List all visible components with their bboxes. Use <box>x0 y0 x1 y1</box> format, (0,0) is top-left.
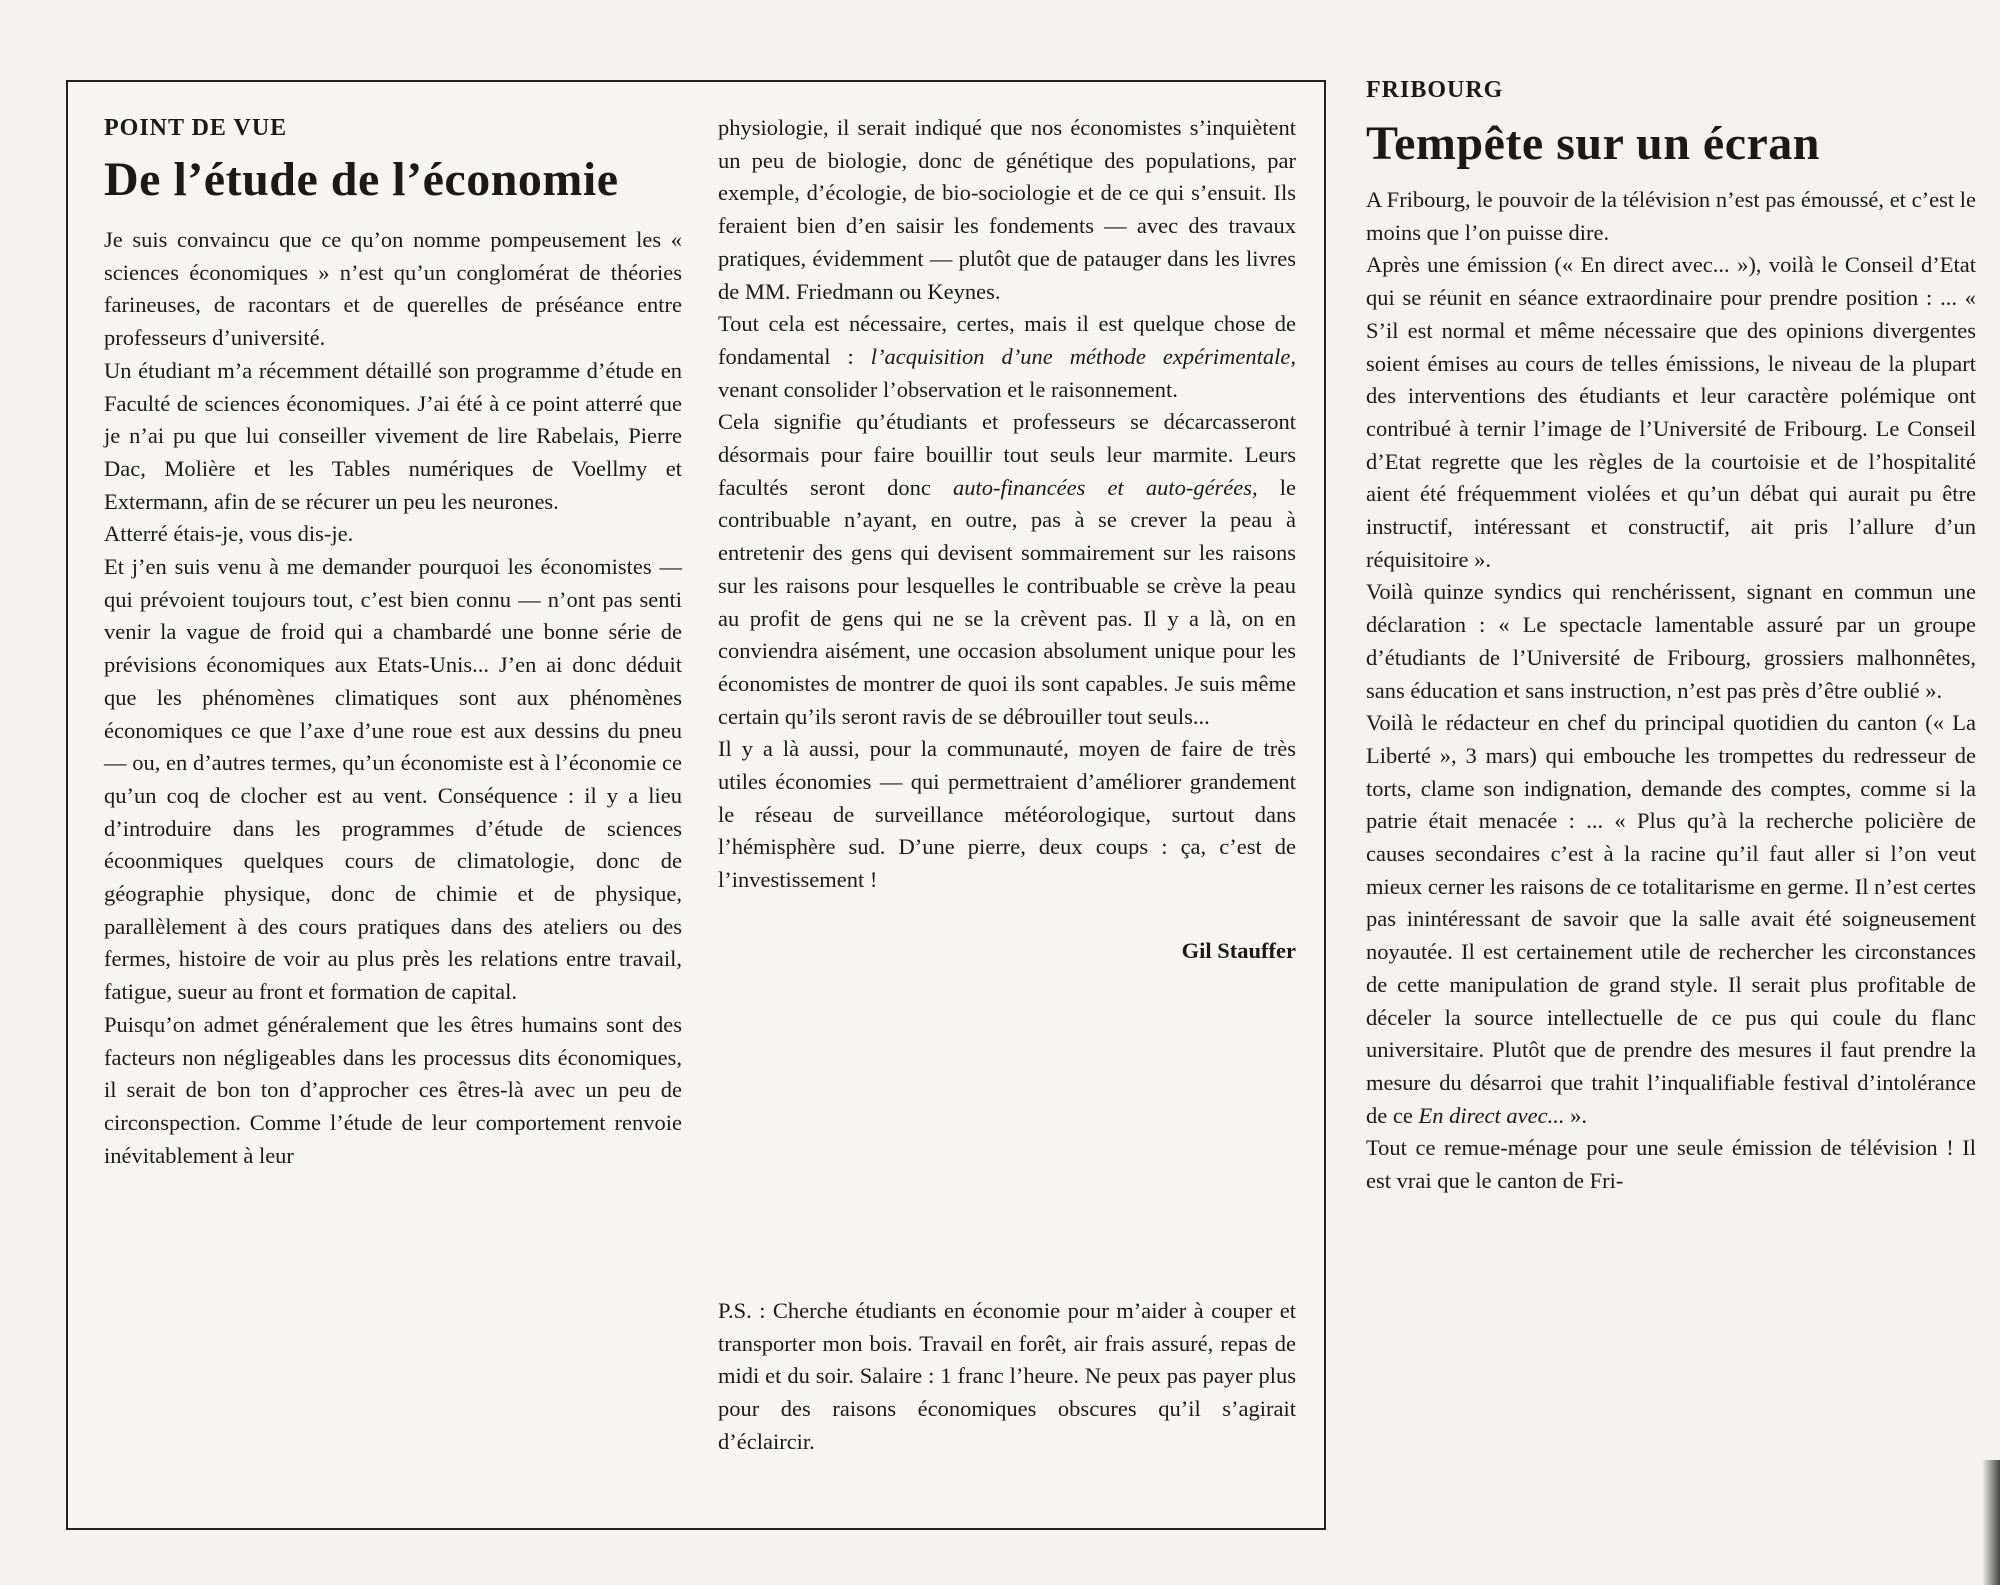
paragraph: physiologie, il serait indiqué que nos économistes s’inquiètent un peu de biologie, donc de génétique des populations, par exemple, d’écologie, de bio-sociologie et de ce qui s’ensuit. Ils feraient bien d’en saisir les fondements — avec des travaux pratiques, évidemment — plutôt que de patauger dans les livres de MM. Friedmann ou Keynes. <box>718 115 1296 304</box>
paragraph: Et j’en suis venu à me demander pourquoi les économistes — qui prévoient toujours tout, c’est bien connu — n’ont pas senti venir la vague de froid qui a chambardé une bonne série de prévisions économiques aux Etats-Unis... J’en ai donc déduit que les phénomènes climatiques sont aux phénomènes économiques ce que l’axe d’une roue est aux dessins du pneu — ou, en d’autres termes, qu’un économiste est à l’économie ce qu’un coq de clocher est au vent. Conséquence : il y a lieu d’introduire dans les programmes d’étude de sciences écoonmiques quelques cours de climatologie, donc de géographie physique, donc de chimie et de physique, parallèlement à des cours pratiques dans des ateliers ou des fermes, histoire de voir au plus près les relations entre travail, fatigue, sueur au front et formation de capital. <box>104 554 682 1005</box>
paragraph: Un étudiant m’a récemment détaillé son programme d’étude en Faculté de sciences économiques. J’ai été à ce point atterré que je n’ai pu que lui conseiller vivement de lire Rabelais, Pierre Dac, Molière et les Tables numériques de Voellmy et Extermann, afin de se récurer un peu les neurones. <box>104 357 682 514</box>
paragraph: A Fribourg, le pouvoir de la télévision n’est pas émoussé, et c’est le moins que l’on puisse dire. <box>1366 187 1976 245</box>
right-article <box>1366 74 1976 1198</box>
paragraph-text: venant consolider l’observation et le raisonnement. <box>718 376 1178 402</box>
paragraph: Il y a là aussi, pour la communauté, moyen de faire de très utiles économies — qui permettraient d’améliorer grandement le réseau de surveillance météorologique, surtout dans l’hémisphère sud. D’une pierre, deux coups : ça, c’est de l’investissement ! <box>718 736 1296 893</box>
paragraph-text: ». <box>1564 1102 1587 1128</box>
right-article-title: Tempête sur un écran <box>1366 117 1820 170</box>
paragraph <box>718 308 1296 406</box>
left-article-column-2 <box>718 112 1296 968</box>
paragraph: Atterré étais-je, vous dis-je. <box>104 521 354 547</box>
paragraph: Tout ce remue-ménage pour une seule émission de télévision ! Il est vrai que le canton de Fri- <box>1366 1135 1976 1194</box>
paragraph: Voilà quinze syndics qui renchérissent, signant en commun une déclaration : « Le spectacle lamentable assuré par un groupe d’étudiants de l’Université de Fribourg, grossiers malhonnêtes, sans éducation et sans instruction, n’est pas près d’être oublié ». <box>1366 579 1976 703</box>
emphasis: l’acquisition d’une méthode expérimentale, <box>870 343 1296 369</box>
paragraph: Puisqu’on admet généralement que les êtres humains sont des facteurs non négligeables dans les processus dits économiques, il serait de bon ton d’approcher ces êtres-là avec un peu de circonspection. Comme l’étude de leur comportement renvoie inévitablement à leur <box>104 1011 682 1168</box>
paragraph-text: Voilà le rédacteur en chef du principal quotidien du canton (« La Liberté », 3 mars) qui embouche les trompettes du redresseur de torts, clame son indignation, demande des comptes, comme si la patrie était menacée : ... « Plus qu’à la recherche policière de causes secondaires c’est à la racine qu’il faut aller si l’on veut mieux cerner les raisons de ce totalitarisme en germe. Il n’est certes pas inintéressant de savoir que la salle avait été soigneusement noyautée. Il est certainement utile de rechercher les circonstances de cette manipulation de grand style. Il serait plus profitable de déceler la source intellectuelle de ce pus qui coule du flanc universitaire. Plutôt que de prendre des mesures il faut prendre la mesure du désarroi que trahit l’inqualifiable festival d’intolérance de ce <box>1366 710 1976 1128</box>
paragraph: Je suis convaincu que ce qu’on nomme pompeusement les « sciences économiques » n’est qu’un conglomérat de théories farineuses, de racontars et de querelles de préséance entre professeurs d’université. <box>104 227 682 351</box>
paragraph-text: le contribuable n’ayant, en outre, pas à se crever la peau à entretenir des gens qui devisent sommairement sur les raisons sur les raisons pour lesquelles le contribuable se crève la peau au profit de gens qui ne se la crèvent pas. Il y a là, on en conviendra aisément, une occasion absolument unique pour les économistes de montrer de quoi ils sont capables. Je suis même certain qu’ils seront ravis de se débrouiller tout seuls... <box>718 474 1296 729</box>
paragraph: Après une émission (« En direct avec... »), voilà le Conseil d’Etat qui se réunit en séance extraordinaire pour prendre position : ... « S’il est normal et même nécessaire que des opinions divergentes soient émises au cours de telles émissions, le niveau de la plupart des interventions des étudiants et leur caractère polémique ont contribué à ternir l’image de l’Université de Fribourg. Le Conseil d’Etat regrette que les règles de la courtoisie et de l’hospitalité aient été fréquemment violées et qu’un débat qui aurait pu être instructif, intéressant et constructif, ait pris l’allure d’un réquisitoire ». <box>1366 252 1976 572</box>
page-edge-shadow <box>1982 1460 2000 1585</box>
postscript-text: P.S. : Cherche étudiants en économie pour m’aider à couper et transporter mon bois. Travail en forêt, air frais assuré, repas de midi et du soir. Salaire : 1 franc l’heure. Ne peux pas payer plus pour des raisons économiques obscures qu’il s’agirait d’éclaircir. <box>718 1298 1296 1454</box>
paragraph <box>1366 707 1976 1132</box>
paragraph-text: Tout cela est nécessaire, certes, mais il est quelque chose de fondamental : <box>718 311 1296 369</box>
postscript <box>718 1295 1296 1459</box>
author-signature: Gil Stauffer <box>1181 937 1296 963</box>
left-article-title: De l’étude de l’économie <box>104 153 619 206</box>
paragraph-text: Cela signifie qu’étudiants et professeurs se décarcasseront désormais pour faire bouillir tout seuls leur marmite. Leurs facultés seront donc <box>718 409 1296 500</box>
left-article-rubric: POINT DE VUE <box>104 115 288 141</box>
right-article-rubric: FRIBOURG <box>1366 77 1504 103</box>
emphasis: En direct avec... <box>1418 1102 1565 1128</box>
emphasis: auto-financées et auto-gérées, <box>952 474 1258 500</box>
left-article-column-1 <box>104 112 682 1172</box>
paragraph <box>718 406 1296 733</box>
